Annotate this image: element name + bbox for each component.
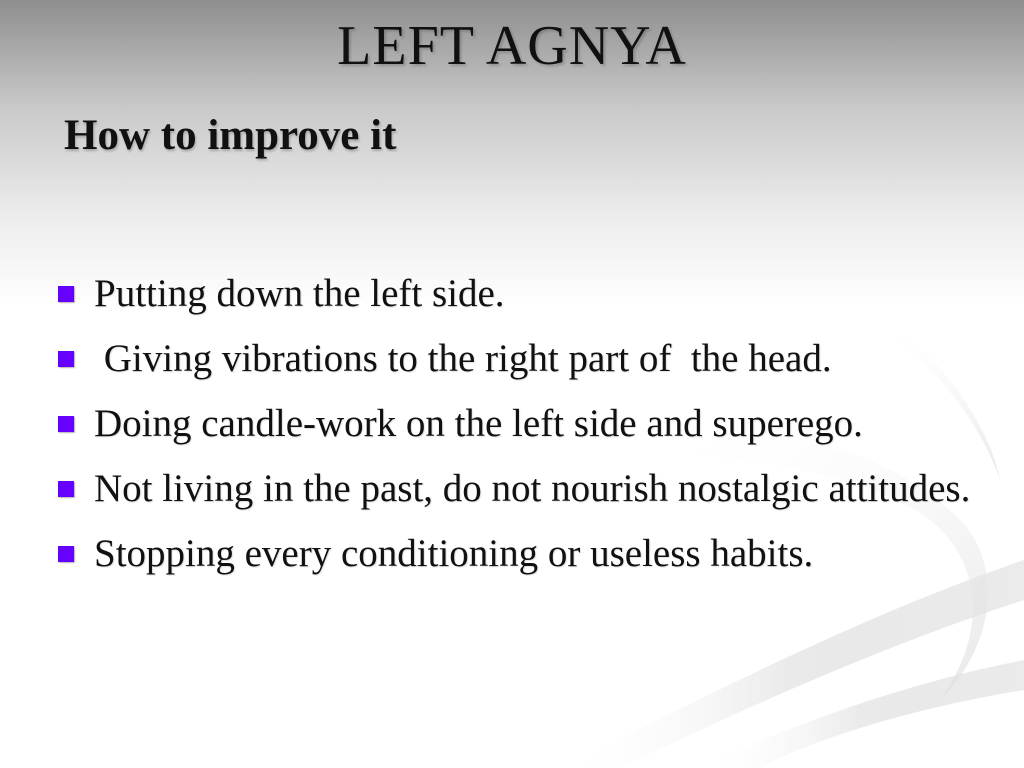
- list-item: [56, 266, 996, 321]
- list-item-text: Putting down the left side.: [94, 272, 505, 315]
- slide-title: LEFT AGNYA: [337, 15, 687, 77]
- slide-subtitle: How to improve it: [64, 112, 397, 159]
- list-item-text: Stopping every conditioning or useless habits.: [94, 532, 814, 575]
- square-bullet-icon: [58, 546, 74, 562]
- bullet-list: [56, 266, 996, 591]
- list-item-text: Doing candle-work on the left side and superego.: [94, 402, 863, 445]
- list-item: [56, 331, 996, 386]
- list-item: [56, 461, 996, 516]
- square-bullet-icon: [58, 416, 74, 432]
- square-bullet-icon: [58, 481, 74, 497]
- square-bullet-icon: [58, 286, 74, 302]
- list-item-text: Not living in the past, do not nourish nostalgic attitudes.: [94, 467, 971, 510]
- list-item: [56, 396, 996, 451]
- list-item-text: Giving vibrations to the right part of the head.: [94, 337, 832, 380]
- list-item: [56, 526, 996, 581]
- square-bullet-icon: [58, 351, 74, 367]
